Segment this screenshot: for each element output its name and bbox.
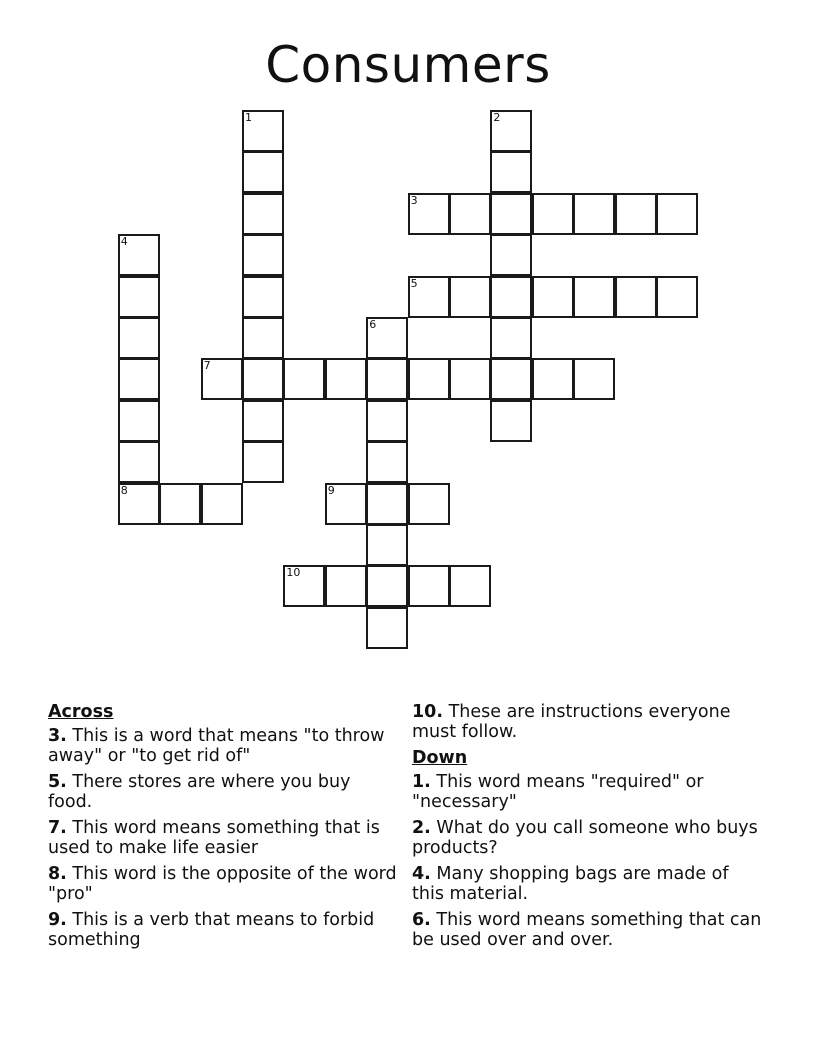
clue-number: 7. bbox=[48, 818, 67, 838]
clue-across-9 bbox=[48, 910, 398, 950]
clues-left-column bbox=[48, 702, 398, 956]
cell-number: 6 bbox=[369, 318, 377, 331]
cell-number: 9 bbox=[327, 483, 335, 497]
cell-number: 8 bbox=[120, 483, 128, 497]
crossword-cell[interactable] bbox=[201, 358, 243, 400]
clue-text: There stores are where you buy food. bbox=[48, 772, 351, 812]
crossword-cell[interactable] bbox=[242, 234, 284, 276]
clue-text: This is a verb that means to forbid something bbox=[48, 910, 375, 950]
crossword-cell[interactable] bbox=[449, 358, 491, 400]
cell-number: 5 bbox=[410, 276, 418, 290]
crossword-cell[interactable] bbox=[532, 276, 574, 318]
crossword-cell[interactable] bbox=[532, 358, 574, 400]
cell-number: 1 bbox=[245, 111, 252, 124]
crossword-cell[interactable] bbox=[366, 317, 408, 359]
crossword-cell[interactable] bbox=[408, 483, 450, 525]
crossword-cell[interactable] bbox=[201, 483, 243, 525]
crossword-cell[interactable] bbox=[118, 276, 160, 318]
clue-number: 3. bbox=[48, 726, 67, 746]
cell-number: 3 bbox=[410, 193, 418, 207]
crossword-cell[interactable] bbox=[159, 483, 201, 525]
crossword-cell[interactable] bbox=[408, 565, 450, 607]
clue-text: This word means something that can be used over and over. bbox=[412, 910, 762, 950]
crossword-cell[interactable] bbox=[325, 565, 367, 607]
crossword-cell[interactable] bbox=[490, 317, 532, 359]
across-heading: Across bbox=[48, 702, 114, 722]
cell-number: 10 bbox=[286, 566, 301, 580]
crossword-cell[interactable] bbox=[325, 358, 367, 400]
page-title: Consumers bbox=[265, 36, 551, 94]
crossword-cell[interactable] bbox=[242, 441, 284, 483]
clue-down-6 bbox=[412, 910, 762, 950]
crossword-cell[interactable] bbox=[615, 193, 657, 235]
crossword-cell[interactable] bbox=[573, 276, 615, 318]
clue-across-7 bbox=[48, 818, 398, 858]
down-heading: Down bbox=[412, 748, 468, 768]
clue-down-1 bbox=[412, 772, 762, 812]
clue-down-4 bbox=[412, 864, 762, 904]
crossword-cell[interactable] bbox=[408, 193, 450, 235]
crossword-cell[interactable] bbox=[615, 276, 657, 318]
crossword-cell[interactable] bbox=[366, 400, 408, 442]
crossword-cell[interactable] bbox=[242, 110, 284, 152]
crossword-cell[interactable] bbox=[449, 276, 491, 318]
clue-number: 1. bbox=[412, 772, 431, 792]
crossword-cell[interactable] bbox=[366, 441, 408, 483]
clue-number: 9. bbox=[48, 910, 67, 930]
clue-across-3 bbox=[48, 726, 398, 766]
crossword-cell[interactable] bbox=[242, 276, 284, 318]
clue-across-5 bbox=[48, 772, 398, 812]
crossword-cell[interactable] bbox=[490, 358, 532, 400]
clue-text: Many shopping bags are made of this material. bbox=[412, 864, 729, 904]
crossword-cell[interactable] bbox=[490, 193, 532, 235]
clue-number: 4. bbox=[412, 864, 431, 884]
crossword-cell[interactable] bbox=[366, 358, 408, 400]
crossword-cell[interactable] bbox=[408, 276, 450, 318]
clue-text: What do you call someone who buys products? bbox=[412, 818, 758, 858]
crossword-cell[interactable] bbox=[490, 234, 532, 276]
crossword-cell[interactable] bbox=[118, 441, 160, 483]
crossword-cell[interactable] bbox=[573, 193, 615, 235]
crossword-cell[interactable] bbox=[573, 358, 615, 400]
clue-number: 5. bbox=[48, 772, 67, 792]
crossword-cell[interactable] bbox=[656, 193, 698, 235]
clue-number: 6. bbox=[412, 910, 431, 930]
crossword-cell[interactable] bbox=[118, 358, 160, 400]
crossword-cell[interactable] bbox=[449, 565, 491, 607]
clue-number: 2. bbox=[412, 818, 431, 838]
crossword-cell[interactable] bbox=[242, 151, 284, 193]
cell-number: 7 bbox=[203, 359, 211, 373]
crossword-cell[interactable] bbox=[118, 483, 160, 525]
crossword-cell[interactable] bbox=[242, 193, 284, 235]
crossword-cell[interactable] bbox=[118, 317, 160, 359]
crossword-cell[interactable] bbox=[449, 193, 491, 235]
crossword-cell[interactable] bbox=[118, 400, 160, 442]
clue-down-2 bbox=[412, 818, 762, 858]
crossword-cell[interactable] bbox=[366, 565, 408, 607]
crossword-cell[interactable] bbox=[325, 483, 367, 525]
clue-number: 8. bbox=[48, 864, 67, 884]
clue-across-8 bbox=[48, 864, 398, 904]
crossword-cell[interactable] bbox=[242, 317, 284, 359]
crossword-cell[interactable] bbox=[366, 607, 408, 649]
clue-text: This is a word that means "to throw away" or "to get rid of" bbox=[48, 726, 385, 766]
crossword-cell[interactable] bbox=[656, 276, 698, 318]
cell-number: 4 bbox=[120, 235, 128, 249]
clue-text: This word means something that is used to make life easier bbox=[48, 818, 380, 858]
crossword-cell[interactable] bbox=[118, 234, 160, 276]
crossword-cell[interactable] bbox=[490, 400, 532, 442]
crossword-cell[interactable] bbox=[283, 565, 325, 607]
crossword-cell[interactable] bbox=[242, 358, 284, 400]
clue-text: This word means "required" or "necessary" bbox=[412, 772, 704, 812]
crossword-cell[interactable] bbox=[283, 358, 325, 400]
crossword-cell[interactable] bbox=[490, 110, 532, 152]
clues-right-column bbox=[412, 702, 762, 956]
crossword-cell[interactable] bbox=[366, 524, 408, 566]
crossword-cell[interactable] bbox=[532, 193, 574, 235]
cell-number: 2 bbox=[493, 111, 501, 124]
crossword-cell[interactable] bbox=[490, 151, 532, 193]
crossword-cell[interactable] bbox=[242, 400, 284, 442]
clue-text: These are instructions everyone must follow. bbox=[412, 702, 731, 742]
crossword-cell[interactable] bbox=[366, 483, 408, 525]
crossword-cell[interactable] bbox=[408, 358, 450, 400]
clue-text: This word is the opposite of the word "pro" bbox=[48, 864, 397, 904]
clue-across-10 bbox=[412, 702, 762, 742]
crossword-cell[interactable] bbox=[490, 276, 532, 318]
clue-number: 10. bbox=[412, 702, 444, 722]
